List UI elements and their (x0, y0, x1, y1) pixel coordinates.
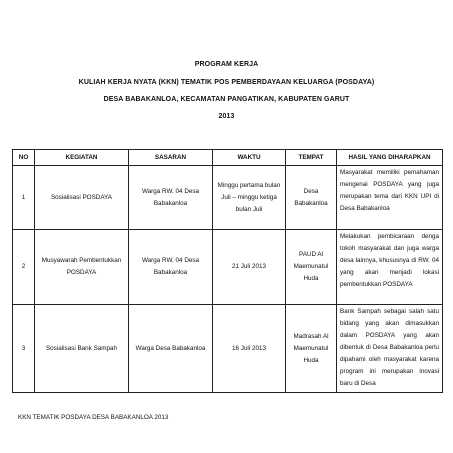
cell-sasaran: Warga RW. 04 Desa Babakanloa (129, 230, 213, 305)
cell-tempat: Desa Babakanloa (286, 166, 337, 230)
cell-hasil: Bank Sampah sebagai salah satu bidang yang akan dimasukkan dalam POSDAYA yang akan dibentuk di Desa Babakanloa perlu dipahami oleh masyarakat karena program ini merupakan inovasi baru di Desa (337, 305, 443, 393)
table-row (13, 166, 443, 230)
cell-no: 1 (13, 166, 35, 230)
column-header-kegiatan: KEGIATAN (35, 150, 129, 166)
column-header-no: NO (13, 150, 35, 166)
cell-tempat: Madrasah Al Maemunatul Huda (286, 305, 337, 393)
document-location: DESA BABAKANLOA, KECAMATAN PANGATIKAN, KABUPATEN GARUT (103, 96, 350, 103)
cell-waktu: Minggu pertama bulan Juli – minggu ketiga bulan Juli (213, 166, 286, 230)
column-header-waktu: WAKTU (213, 150, 286, 166)
cell-sasaran: Warga RW. 04 Desa Babakanloa (129, 166, 213, 230)
column-header-sasaran: SASARAN (129, 150, 213, 166)
cell-hasil: Masyarakat memiliki pemahaman mengenai POSDAYA yang juga merupakan tema dari KKN UPI di Desa Babakanloa (337, 166, 443, 230)
document-subtitle: KULIAH KERJA NYATA (KKN) TEMATIK POS PEMBERDAYAAN KELUARGA (POSDAYA) (78, 79, 375, 86)
document-footer: KKN TEMATIK POSDAYA DESA BABAKANLOA 2013 (18, 414, 169, 421)
cell-kegiatan: Musyawarah Pembentukkan POSDAYA (35, 230, 129, 305)
document-year: 2013 (218, 113, 235, 120)
table-row (13, 230, 443, 305)
cell-waktu: 21 Juli 2013 (213, 230, 286, 305)
cell-no: 3 (13, 305, 35, 393)
cell-sasaran: Warga Desa Babakanloa (129, 305, 213, 393)
cell-hasil: Melakukan pembicaraan denga tokoh masyarakat dan juga warga desa lainnya, khususnya di RW. 04 yang akan menjadi lokasi pembentukkan POSDAYA (337, 230, 443, 305)
column-header-hasil: HASIL YANG DIHARAPKAN (337, 150, 443, 166)
cell-kegiatan: Sosialisasi POSDAYA (35, 166, 129, 230)
cell-tempat: PAUD Al Maemunatul Huda (286, 230, 337, 305)
program-table (12, 149, 443, 393)
cell-no: 2 (13, 230, 35, 305)
document-title: PROGRAM KERJA (194, 61, 259, 68)
table-row (13, 305, 443, 393)
cell-kegiatan: Sosialisasi Bank Sampah (35, 305, 129, 393)
column-header-tempat: TEMPAT (286, 150, 337, 166)
cell-waktu: 16 Juli 2013 (213, 305, 286, 393)
table-header-row (13, 150, 443, 166)
